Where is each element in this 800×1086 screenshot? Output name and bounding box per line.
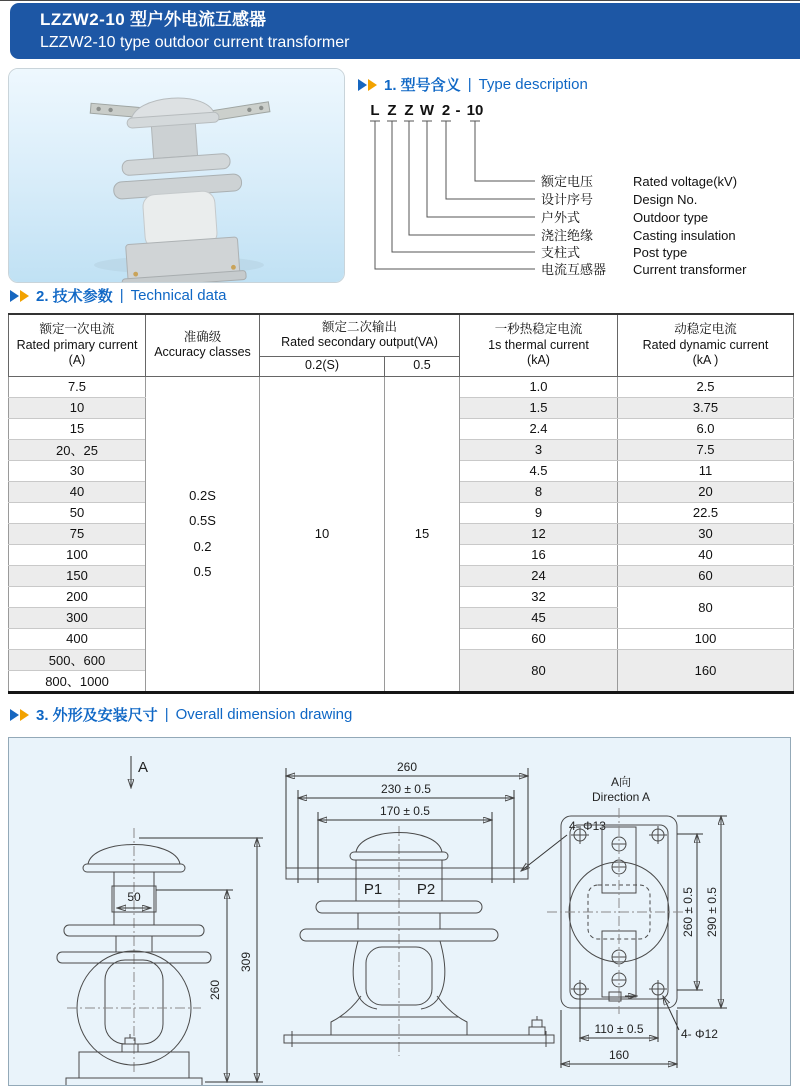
- terminal-p1-label: P1: [363, 881, 383, 898]
- heading-separator: |: [119, 287, 124, 304]
- page-title-en: LZZW2-10 type outdoor current transformer: [40, 34, 350, 51]
- dim-309-label: 309: [239, 951, 253, 973]
- dim-230-label: 230 ± 0.5: [381, 782, 431, 796]
- col-header-output: 额定二次输出 Rated secondary output(VA): [260, 314, 460, 356]
- plan-title-en: Direction A: [591, 790, 651, 804]
- type-label-en: Casting insulation: [633, 228, 736, 243]
- cell-dynamic-current: 22.5: [618, 502, 794, 523]
- cell-thermal-current: 45: [460, 607, 618, 628]
- dim-170-label: 170 ± 0.5: [380, 804, 430, 818]
- type-label-en: Rated voltage(kV): [633, 174, 738, 189]
- dim-290-label: 290 ± 0.5: [705, 887, 719, 937]
- front-view-drawing: [284, 760, 606, 1056]
- type-letter: 10: [466, 102, 484, 119]
- dim-260-label: 260: [396, 760, 418, 774]
- cell-dynamic-current: 30: [618, 523, 794, 544]
- type-letter: Z: [387, 102, 397, 119]
- type-letter: 2: [441, 102, 451, 119]
- triangle-icon: [10, 290, 19, 302]
- cell-thermal-current: 3: [460, 439, 618, 460]
- type-letter: W: [419, 102, 435, 119]
- cell-output-05: 15: [385, 376, 460, 692]
- cell-primary-current: 50: [9, 502, 146, 523]
- type-label-zh: 电流互感器: [541, 262, 607, 277]
- technical-table-body: [9, 376, 794, 692]
- col-header-dynamic: 动稳定电流 Rated dynamic current (kA ): [618, 314, 794, 376]
- dim-160-label: 160: [608, 1048, 630, 1062]
- cell-primary-current: 15: [9, 418, 146, 439]
- title-bar: [10, 3, 800, 59]
- cell-primary-current: 40: [9, 481, 146, 502]
- cell-primary-current: 20、25: [9, 439, 146, 460]
- product-photo: [8, 68, 345, 283]
- cell-primary-current: 10: [9, 397, 146, 418]
- cell-primary-current: 7.5: [9, 376, 146, 397]
- cell-dynamic-current: 100: [618, 628, 794, 649]
- cell-primary-current: 300: [9, 607, 146, 628]
- cell-thermal-current: 1.0: [460, 376, 618, 397]
- type-label-en: Outdoor type: [633, 210, 709, 225]
- cell-thermal-current: 8: [460, 481, 618, 502]
- cell-dynamic-current: 7.5: [618, 439, 794, 460]
- heading-separator: |: [164, 706, 169, 723]
- cell-thermal-current: 2.4: [460, 418, 618, 439]
- heading-separator: |: [467, 76, 472, 93]
- triangle-icon: [10, 709, 19, 721]
- col-header-primary: 额定一次电流 Rated primary current (A): [9, 314, 146, 376]
- triangle-icon: [368, 79, 377, 91]
- type-label-zh: 支柱式: [541, 245, 581, 260]
- holes-12-label: 4- Φ12: [681, 1027, 718, 1041]
- triangle-icon: [20, 709, 29, 721]
- dim-260-label: 260 ± 0.5: [681, 887, 695, 937]
- cell-thermal-current: 9: [460, 502, 618, 523]
- cell-dynamic-current: 11: [618, 460, 794, 481]
- cell-primary-current: 30: [9, 460, 146, 481]
- section-3-title-zh: 3. 外形及安装尺寸: [36, 707, 158, 724]
- technical-data-table: [8, 313, 794, 694]
- cell-primary-current: 150: [9, 565, 146, 586]
- dim-110-label: 110 ± 0.5: [594, 1022, 644, 1036]
- type-label-en: Design No.: [633, 192, 698, 207]
- section-1-heading: [358, 74, 588, 95]
- accuracy-class-value: 0.5: [193, 563, 212, 579]
- cell-primary-current: 500、600: [9, 649, 146, 670]
- cell-dynamic-current: 80: [618, 586, 794, 628]
- col-header-accuracy: 准确级 Accuracy classes: [146, 314, 260, 376]
- section-2-title-en: Technical data: [130, 287, 227, 304]
- accuracy-class-value: 0.2: [193, 538, 212, 554]
- cell-output-02s: 10: [260, 376, 385, 692]
- type-code-diagram: [355, 96, 795, 284]
- cell-primary-current: 100: [9, 544, 146, 565]
- cell-thermal-current: 12: [460, 523, 618, 544]
- type-label-zh: 额定电压: [541, 174, 594, 189]
- type-label-zh: 户外式: [541, 210, 581, 225]
- type-label-zh: 浇注绝缘: [541, 228, 594, 243]
- cell-thermal-current: 1.5: [460, 397, 618, 418]
- col-subheader-02s: 0.2(S): [260, 356, 385, 376]
- cell-dynamic-current: 3.75: [618, 397, 794, 418]
- triangle-icon: [358, 79, 367, 91]
- type-label-zh: 设计序号: [541, 192, 594, 207]
- page-title-zh: LZZW2-10 型户外电流互感器: [40, 10, 266, 29]
- cell-primary-current: 400: [9, 628, 146, 649]
- cell-dynamic-current: 40: [618, 544, 794, 565]
- dim-260-label: 260: [208, 979, 222, 1001]
- technical-data-table-wrap: [8, 313, 793, 694]
- type-letter: -: [455, 102, 461, 119]
- section-1-title-zh: 1. 型号含义: [384, 77, 461, 94]
- section-2-heading: [10, 285, 227, 306]
- section-1-title-en: Type description: [478, 76, 588, 93]
- section-3-heading: [10, 704, 352, 725]
- cell-dynamic-current: 2.5: [618, 376, 794, 397]
- model-code: LZZW2-10: [40, 10, 126, 29]
- accuracy-class-value: 0.2S: [189, 487, 216, 503]
- terminal-p2-label: P2: [416, 881, 436, 898]
- accuracy-class-value: 0.5S: [189, 513, 216, 529]
- cell-dynamic-current: 6.0: [618, 418, 794, 439]
- cell-thermal-current: 80: [460, 649, 618, 692]
- type-label-en: Post type: [633, 245, 688, 260]
- page-top-rule: [0, 0, 800, 1]
- plan-title-zh: A向: [610, 775, 632, 789]
- section-2-title-zh: 2. 技术参数: [36, 288, 113, 305]
- cell-primary-current: 800、1000: [9, 670, 146, 692]
- holes-13-label: 4- Φ13: [569, 819, 606, 833]
- dimension-drawings: [9, 738, 790, 1085]
- side-view-drawing: [57, 756, 263, 1085]
- view-a-marker: A: [138, 759, 149, 776]
- cell-dynamic-current: 60: [618, 565, 794, 586]
- cell-thermal-current: 4.5: [460, 460, 618, 481]
- cell-dynamic-current: 160: [618, 649, 794, 692]
- cell-thermal-current: 16: [460, 544, 618, 565]
- type-label-en: Current transformer: [633, 262, 747, 277]
- cell-thermal-current: 24: [460, 565, 618, 586]
- col-header-thermal: 一秒热稳定电流 1s thermal current (kA): [460, 314, 618, 376]
- col-subheader-05: 0.5: [385, 356, 460, 376]
- type-letter: L: [370, 102, 380, 119]
- product-photo-art: [9, 69, 344, 282]
- cell-thermal-current: 60: [460, 628, 618, 649]
- cell-accuracy-classes: [146, 376, 260, 692]
- triangle-icon: [20, 290, 29, 302]
- cell-primary-current: 200: [9, 586, 146, 607]
- dim-50-label: 50: [127, 890, 141, 904]
- cell-dynamic-current: 20: [618, 481, 794, 502]
- cell-primary-current: 75: [9, 523, 146, 544]
- type-letter: Z: [404, 102, 414, 119]
- section-3-title-en: Overall dimension drawing: [175, 706, 353, 723]
- dimension-drawing-panel: [8, 737, 791, 1086]
- cell-thermal-current: 32: [460, 586, 618, 607]
